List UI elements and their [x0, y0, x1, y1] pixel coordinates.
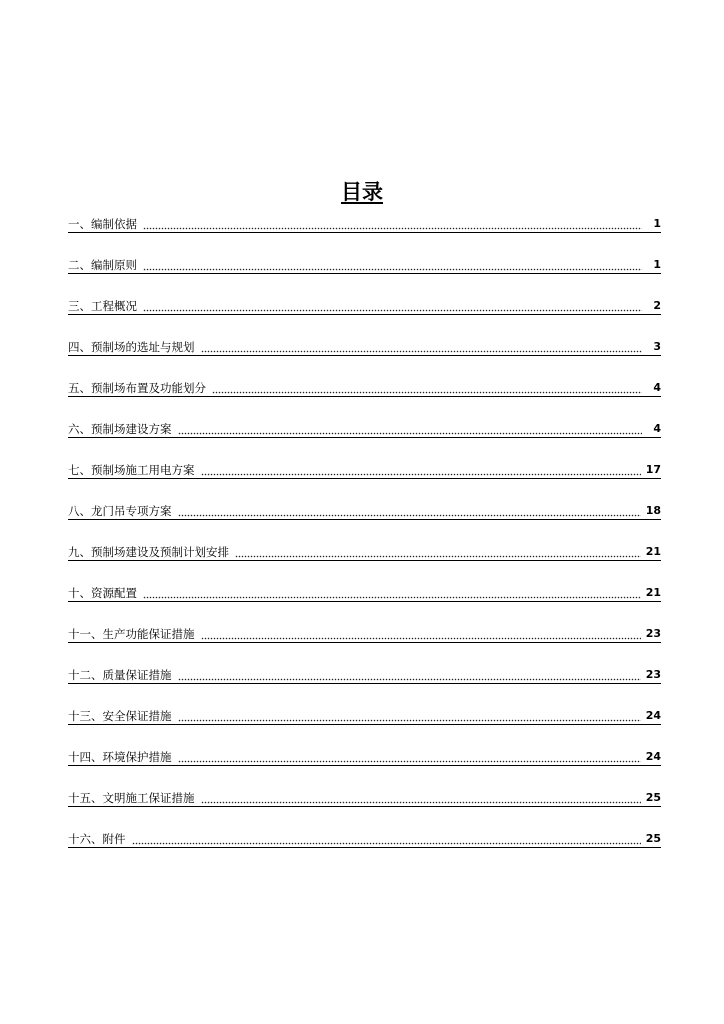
toc-entry-page-number: 17 [645, 463, 661, 476]
toc-dot-leader [201, 340, 643, 354]
toc-entry [68, 315, 661, 356]
toc-entry-label: 九、预制场建设及预制计划安排 [68, 545, 229, 559]
toc-entry-label: 一、编制依据 [68, 217, 137, 231]
toc-entry-label: 四、预制场的选址与规划 [68, 340, 195, 354]
toc-entry-page-number: 23 [645, 627, 661, 640]
toc-entry-page-number: 2 [653, 299, 661, 312]
toc-entry-page-number: 24 [645, 750, 661, 763]
toc-dot-leader [132, 832, 641, 846]
toc-entry [68, 479, 661, 520]
toc-entry-label: 十五、文明施工保证措施 [68, 791, 195, 805]
toc-dot-leader [212, 381, 642, 395]
toc-dot-leader [178, 422, 643, 436]
toc-dot-leader [143, 586, 641, 600]
toc-dot-leader [143, 217, 642, 231]
toc-title-text: 目录 [341, 179, 383, 205]
toc-entry-link[interactable] [68, 217, 661, 231]
toc-entry-link[interactable] [68, 381, 661, 395]
toc-entry-label: 十一、生产功能保证措施 [68, 627, 195, 641]
toc-entry [68, 561, 661, 602]
toc-entry [68, 725, 661, 766]
toc-entry-page-number: 24 [645, 709, 661, 722]
toc-dot-leader [201, 791, 641, 805]
toc-entry-page-number: 21 [645, 586, 661, 599]
toc-entry-label: 十四、环境保护措施 [68, 750, 172, 764]
toc-dot-leader [178, 504, 641, 518]
toc-entry [68, 274, 661, 315]
toc-dot-leader [178, 709, 641, 723]
toc-entry-page-number: 23 [645, 668, 661, 681]
toc-entry-link[interactable] [68, 586, 661, 600]
toc-dot-leader [178, 750, 641, 764]
toc-entry-page-number: 25 [645, 791, 661, 804]
toc-entry-label: 十二、质量保证措施 [68, 668, 172, 682]
toc-entry-page-number: 4 [653, 381, 661, 394]
toc-dot-leader [143, 299, 642, 313]
toc-entry-link[interactable] [68, 709, 661, 723]
toc-dot-leader [178, 668, 641, 682]
toc-entry-label: 十三、安全保证措施 [68, 709, 172, 723]
toc-entry-label: 二、编制原则 [68, 258, 137, 272]
toc-entry-label: 十六、附件 [68, 832, 126, 846]
toc-entry-label: 八、龙门吊专项方案 [68, 504, 172, 518]
toc-dot-leader [235, 545, 641, 559]
toc-entry-link[interactable] [68, 504, 661, 518]
toc-entry [68, 807, 661, 848]
toc-entry-page-number: 4 [653, 422, 661, 435]
toc-dot-leader [201, 463, 641, 477]
toc-entry-link[interactable] [68, 422, 661, 436]
toc-entry [68, 397, 661, 438]
toc-entry [68, 684, 661, 725]
toc-entry-link[interactable] [68, 258, 661, 272]
toc-entry [68, 520, 661, 561]
toc-entry-link[interactable] [68, 832, 661, 846]
toc-entry-page-number: 3 [653, 340, 661, 353]
toc-entry-label: 三、工程概况 [68, 299, 137, 313]
toc-entry-link[interactable] [68, 750, 661, 764]
toc-entry-link[interactable] [68, 627, 661, 641]
toc-entry-page-number: 18 [645, 504, 661, 517]
toc-entry-label: 五、预制场布置及功能划分 [68, 381, 206, 395]
toc-entry-link[interactable] [68, 299, 661, 313]
toc-entry [68, 766, 661, 807]
toc-entry [68, 438, 661, 479]
toc-entry [68, 643, 661, 684]
toc-entry-label: 十、资源配置 [68, 586, 137, 600]
toc-entry-link[interactable] [68, 545, 661, 559]
toc-list [68, 218, 661, 848]
toc-entry-page-number: 1 [653, 258, 661, 271]
toc-entry [68, 233, 661, 274]
toc-entry-link[interactable] [68, 791, 661, 805]
toc-entry-label: 七、预制场施工用电方案 [68, 463, 195, 477]
toc-title [0, 178, 724, 206]
toc-dot-leader [143, 258, 642, 272]
toc-entry-link[interactable] [68, 340, 661, 354]
toc-dot-leader [201, 627, 641, 641]
toc-entry-page-number: 21 [645, 545, 661, 558]
toc-entry [68, 602, 661, 643]
toc-entry-label: 六、预制场建设方案 [68, 422, 172, 436]
toc-entry-link[interactable] [68, 463, 661, 477]
toc-entry [68, 356, 661, 397]
toc-entry-page-number: 1 [653, 217, 661, 230]
toc-entry [68, 218, 661, 233]
toc-entry-page-number: 25 [645, 832, 661, 845]
toc-entry-link[interactable] [68, 668, 661, 682]
